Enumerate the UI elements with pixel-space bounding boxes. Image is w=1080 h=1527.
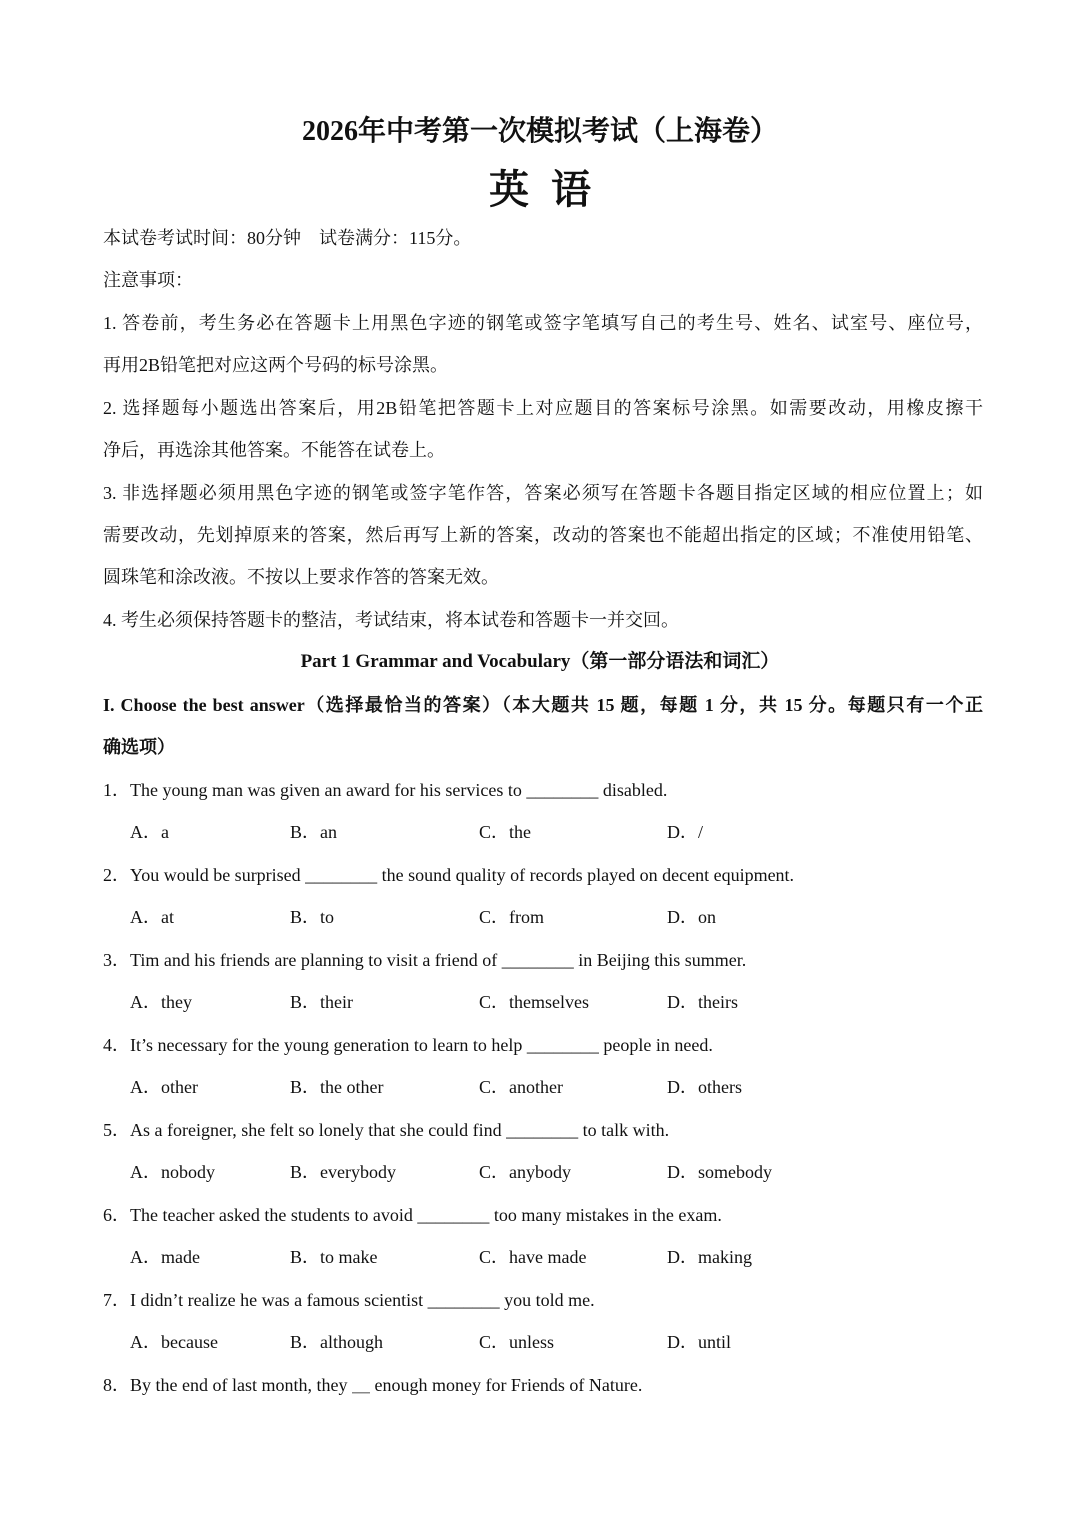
question-5-option-c: C．anybody (479, 1162, 571, 1182)
question-8-stem: 8．By the end of last month, they ＿ enough money for Friends of Nature. (103, 1375, 643, 1395)
question-3-stem: 3．Tim and his friends are planning to visit a friend of ________ in Beijing this summer. (103, 950, 747, 970)
question-1-option-a: A．a (130, 822, 169, 842)
section-1-heading-line-2: 确选项） (103, 737, 175, 757)
question-6-option-a: A．made (130, 1247, 200, 1267)
question-2-option-c: C．from (479, 907, 544, 927)
question-2-stem: 2．You would be surprised ________ the sound quality of records played on decent equipment. (103, 865, 795, 885)
question-5-option-b: B．everybody (290, 1162, 396, 1182)
question-2-option-a: A．at (130, 907, 174, 927)
question-4-option-c: C．another (479, 1077, 563, 1097)
question-6-option-b: B．to make (290, 1247, 378, 1267)
question-4-stem: 4．It’s necessary for the young generation to learn to help ________ people in need. (103, 1035, 713, 1055)
note-3-line-2: 需要改动，先划掉原来的答案，然后再写上新的答案，改动的答案也不能超出指定的区域；不准使用铅笔、 (103, 525, 983, 545)
note-1-line-2: 再用2B铅笔把对应这两个号码的标号涂黑。 (103, 355, 449, 375)
section-1-heading-line-1: I. Choose the best answer（选择最恰当的答案）（本大题共 15 题，每题 1 分，共 15 分。每题只有一个正 (103, 695, 983, 715)
question-7-option-d: D．until (667, 1332, 732, 1352)
note-2-line-2: 净后，再选涂其他答案。不能答在试卷上。 (103, 440, 445, 460)
exam-time-score: 本试卷考试时间：80分钟 试卷满分：115分。 (103, 228, 472, 248)
question-7-option-a: A．because (130, 1332, 218, 1352)
question-6-option-c: C．have made (479, 1247, 587, 1267)
question-5-option-d: D．somebody (667, 1162, 772, 1182)
question-1-stem: 1．The young man was given an award for his services to ________ disabled. (103, 780, 668, 800)
question-5-stem: 5．As a foreigner, she felt so lonely that she could find ________ to talk with. (103, 1120, 670, 1140)
notes-heading: 注意事项： (103, 270, 193, 290)
part-1-heading: Part 1 Grammar and Vocabulary（第一部分语法和词汇） (300, 651, 780, 672)
question-3-option-b: B．their (290, 992, 353, 1012)
question-4-option-b: B．the other (290, 1077, 384, 1097)
question-2-option-b: B．to (290, 907, 335, 927)
question-7-option-c: C．unless (479, 1332, 555, 1352)
exam-title: 2026年中考第一次模拟考试（上海卷） (301, 116, 778, 147)
question-4-option-a: A．other (130, 1077, 198, 1097)
question-3-option-a: A．they (130, 992, 192, 1012)
question-1-option-c: C．the (479, 822, 531, 842)
question-4-option-d: D．others (667, 1077, 742, 1097)
note-4: 4. 考生必须保持答题卡的整洁，考试结束，将本试卷和答题卡一并交回。 (103, 610, 679, 630)
question-1-option-b: B．an (290, 822, 337, 842)
question-6-option-d: D．making (667, 1247, 752, 1267)
note-3-line-1: 3. 非选择题必须用黑色字迹的钢笔或签字笔作答，答案必须写在答题卡各题目指定区域的相应位置上；如 (103, 483, 983, 503)
question-2-option-d: D．on (667, 907, 716, 927)
question-3-option-c: C．themselves (479, 992, 589, 1012)
note-3-line-3: 圆珠笔和涂改液。不按以上要求作答的答案无效。 (103, 567, 499, 587)
note-2-line-1: 2. 选择题每小题选出答案后，用2B铅笔把答题卡上对应题目的答案标号涂黑。如需要改动，用橡皮擦干 (103, 398, 983, 418)
note-1-line-1: 1. 答卷前，考生务必在答题卡上用黑色字迹的钢笔或签字笔填写自己的考生号、姓名、试室号、座位号， (103, 313, 983, 333)
question-5-option-a: A．nobody (130, 1162, 215, 1182)
question-7-stem: 7．I didn’t realize he was a famous scientist ________ you told me. (103, 1290, 595, 1310)
question-3-option-d: D．theirs (667, 992, 738, 1012)
question-1-option-d: D．/ (667, 822, 703, 842)
question-7-option-b: B．although (290, 1332, 383, 1352)
exam-subject: 英语 (489, 167, 613, 212)
question-6-stem: 6．The teacher asked the students to avoid ________ too many mistakes in the exam. (103, 1205, 722, 1225)
